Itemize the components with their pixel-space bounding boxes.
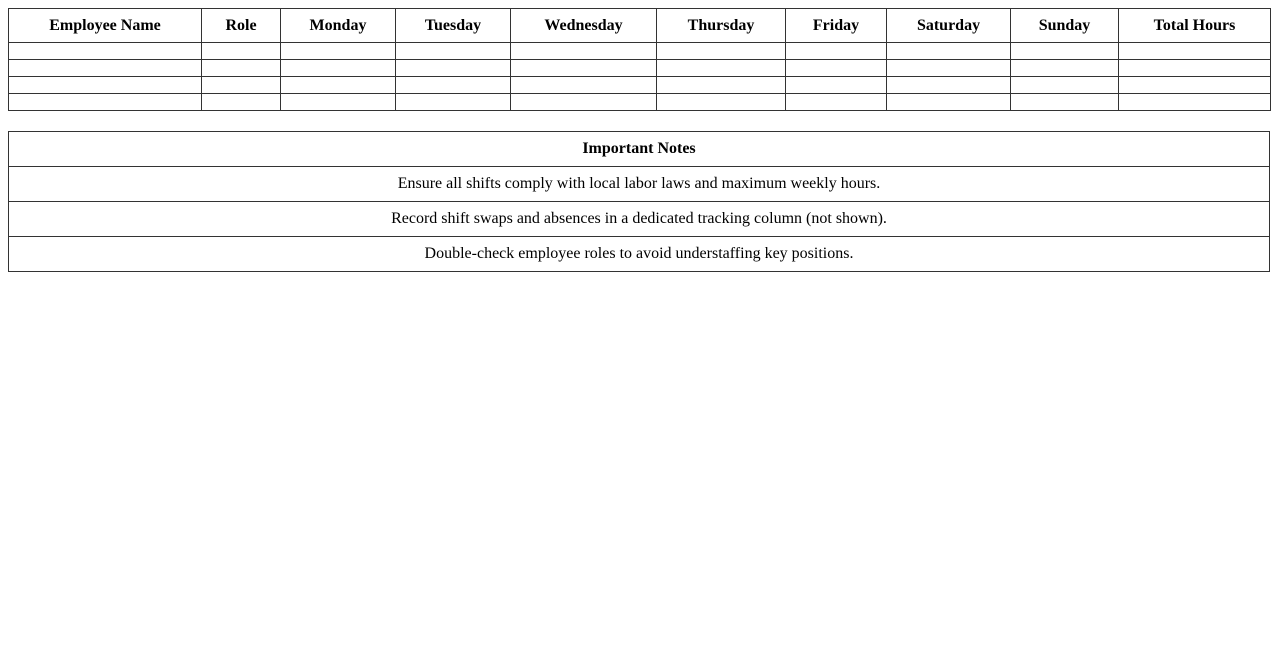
- note-item: Double-check employee roles to avoid understaffing key positions.: [9, 237, 1270, 272]
- note-row: [9, 167, 1270, 202]
- notes-title: Important Notes: [9, 132, 1270, 167]
- cell-saturday[interactable]: [887, 60, 1011, 77]
- schedule-table: [8, 8, 1271, 111]
- table-row: [9, 77, 1271, 94]
- cell-total-hours[interactable]: [1119, 94, 1271, 111]
- header-wednesday: Wednesday: [511, 9, 657, 43]
- cell-total-hours[interactable]: [1119, 43, 1271, 60]
- header-thursday: Thursday: [657, 9, 786, 43]
- cell-friday[interactable]: [786, 43, 887, 60]
- cell-thursday[interactable]: [657, 60, 786, 77]
- cell-wednesday[interactable]: [511, 43, 657, 60]
- header-saturday: Saturday: [887, 9, 1011, 43]
- cell-wednesday[interactable]: [511, 60, 657, 77]
- header-role: Role: [202, 9, 281, 43]
- cell-sunday[interactable]: [1011, 43, 1119, 60]
- cell-wednesday[interactable]: [511, 94, 657, 111]
- cell-monday[interactable]: [281, 43, 396, 60]
- table-row: [9, 94, 1271, 111]
- cell-monday[interactable]: [281, 94, 396, 111]
- notes-header-row: [9, 132, 1270, 167]
- cell-role[interactable]: [202, 60, 281, 77]
- header-tuesday: Tuesday: [396, 9, 511, 43]
- schedule-header-row: [9, 9, 1271, 43]
- cell-friday[interactable]: [786, 94, 887, 111]
- header-employee-name: Employee Name: [9, 9, 202, 43]
- cell-saturday[interactable]: [887, 77, 1011, 94]
- cell-employee-name[interactable]: [9, 77, 202, 94]
- table-row: [9, 60, 1271, 77]
- header-sunday: Sunday: [1011, 9, 1119, 43]
- cell-friday[interactable]: [786, 77, 887, 94]
- cell-thursday[interactable]: [657, 77, 786, 94]
- header-monday: Monday: [281, 9, 396, 43]
- note-row: [9, 202, 1270, 237]
- cell-employee-name[interactable]: [9, 94, 202, 111]
- cell-role[interactable]: [202, 43, 281, 60]
- cell-sunday[interactable]: [1011, 94, 1119, 111]
- note-row: [9, 237, 1270, 272]
- header-total-hours: Total Hours: [1119, 9, 1271, 43]
- note-item: Record shift swaps and absences in a dedicated tracking column (not shown).: [9, 202, 1270, 237]
- cell-tuesday[interactable]: [396, 43, 511, 60]
- cell-role[interactable]: [202, 94, 281, 111]
- cell-thursday[interactable]: [657, 94, 786, 111]
- cell-friday[interactable]: [786, 60, 887, 77]
- note-item: Ensure all shifts comply with local labor laws and maximum weekly hours.: [9, 167, 1270, 202]
- cell-tuesday[interactable]: [396, 77, 511, 94]
- cell-total-hours[interactable]: [1119, 60, 1271, 77]
- cell-wednesday[interactable]: [511, 77, 657, 94]
- cell-employee-name[interactable]: [9, 43, 202, 60]
- cell-total-hours[interactable]: [1119, 77, 1271, 94]
- cell-monday[interactable]: [281, 77, 396, 94]
- cell-role[interactable]: [202, 77, 281, 94]
- cell-sunday[interactable]: [1011, 77, 1119, 94]
- header-friday: Friday: [786, 9, 887, 43]
- notes-table: [8, 131, 1270, 272]
- table-row: [9, 43, 1271, 60]
- page: [0, 0, 1278, 272]
- cell-monday[interactable]: [281, 60, 396, 77]
- cell-sunday[interactable]: [1011, 60, 1119, 77]
- cell-tuesday[interactable]: [396, 60, 511, 77]
- cell-tuesday[interactable]: [396, 94, 511, 111]
- cell-saturday[interactable]: [887, 94, 1011, 111]
- cell-employee-name[interactable]: [9, 60, 202, 77]
- cell-saturday[interactable]: [887, 43, 1011, 60]
- cell-thursday[interactable]: [657, 43, 786, 60]
